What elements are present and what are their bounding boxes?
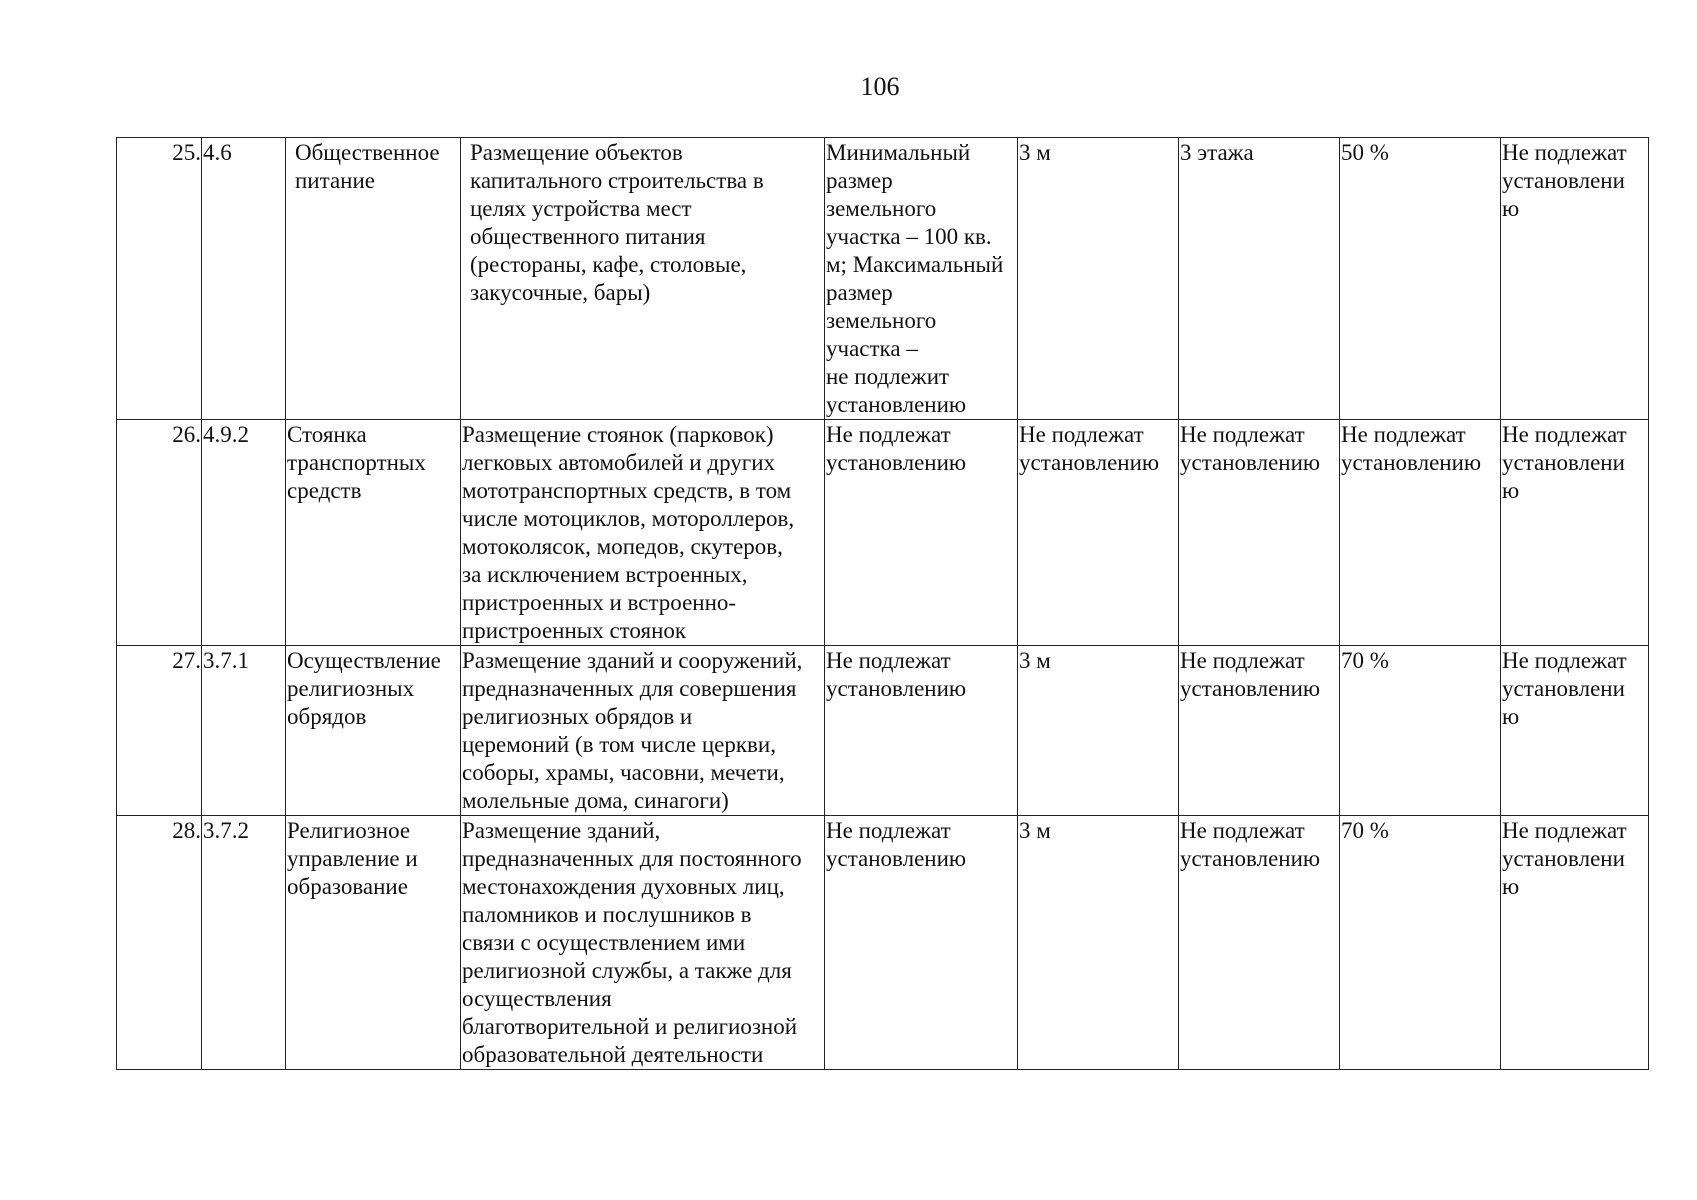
plot-size-cell: Не подлежат установлению	[825, 816, 1018, 1070]
setback-cell: Не подлежат установлению	[1018, 420, 1179, 646]
floors-cell: Не подлежат установлению	[1179, 420, 1340, 646]
table-row	[117, 420, 1649, 646]
plot-size-cell: Не подлежат установлению	[825, 646, 1018, 816]
row-number: 27.	[117, 646, 202, 816]
setback-cell: 3 м	[1018, 138, 1179, 420]
use-code: 3.7.2	[202, 816, 286, 1070]
use-code: 4.9.2	[202, 420, 286, 646]
coverage-cell: Не подлежат установлению	[1340, 420, 1501, 646]
plot-size-cell: Не подлежат установлению	[825, 420, 1018, 646]
use-code: 3.7.1	[202, 646, 286, 816]
setback-cell: 3 м	[1018, 816, 1179, 1070]
last-cell: Не подлежат установлени ю	[1501, 420, 1649, 646]
table-row	[117, 646, 1649, 816]
land-use-table	[116, 137, 1649, 1070]
use-name: Общественное питание	[286, 138, 461, 420]
use-name: Осуществление религиозных обрядов	[286, 646, 461, 816]
table-row	[117, 138, 1649, 420]
coverage-cell: 50 %	[1340, 138, 1501, 420]
plot-size-cell: Минимальный размер земельного участка – 100 кв. м; Максимальный размер земельного участка – не подлежит установлению	[825, 138, 1018, 420]
row-number: 26.	[117, 420, 202, 646]
use-code: 4.6	[202, 138, 286, 420]
use-description: Размещение зданий и сооружений, предназначенных для совершения религиозных обрядов и церемоний (в том числе церкви, соборы, храмы, часовни, мечети, молельные дома, синагоги)	[461, 646, 825, 816]
use-name: Стоянка транспортных средств	[286, 420, 461, 646]
use-name: Религиозное управление и образование	[286, 816, 461, 1070]
last-cell: Не подлежат установлени ю	[1501, 646, 1649, 816]
use-description: Размещение объектов капитального строительства в целях устройства мест общественного питания (рестораны, кафе, столовые, закусочные, бары)	[461, 138, 825, 420]
coverage-cell: 70 %	[1340, 816, 1501, 1070]
coverage-cell: 70 %	[1340, 646, 1501, 816]
last-cell: Не подлежат установлени ю	[1501, 138, 1649, 420]
use-description: Размещение стоянок (парковок) легковых автомобилей и других мототранспортных средств, в том числе мотоциклов, мотороллеров, мотоколясок, мопедов, скутеров, за исключением встроенных, пристроенных и встроенно- пристроенных стоянок	[461, 420, 825, 646]
table-row	[117, 816, 1649, 1070]
use-description: Размещение зданий, предназначенных для постоянного местонахождения духовных лиц, паломников и послушников в связи с осуществлением ими религиозной службы, а также для осуществления благотворительной и религиозной образовательной деятельности	[461, 816, 825, 1070]
floors-cell: 3 этажа	[1179, 138, 1340, 420]
row-number: 28.	[117, 816, 202, 1070]
floors-cell: Не подлежат установлению	[1179, 816, 1340, 1070]
setback-cell: 3 м	[1018, 646, 1179, 816]
last-cell: Не подлежат установлени ю	[1501, 816, 1649, 1070]
floors-cell: Не подлежат установлению	[1179, 646, 1340, 816]
page-number: 106	[860, 72, 900, 101]
row-number: 25.	[117, 138, 202, 420]
